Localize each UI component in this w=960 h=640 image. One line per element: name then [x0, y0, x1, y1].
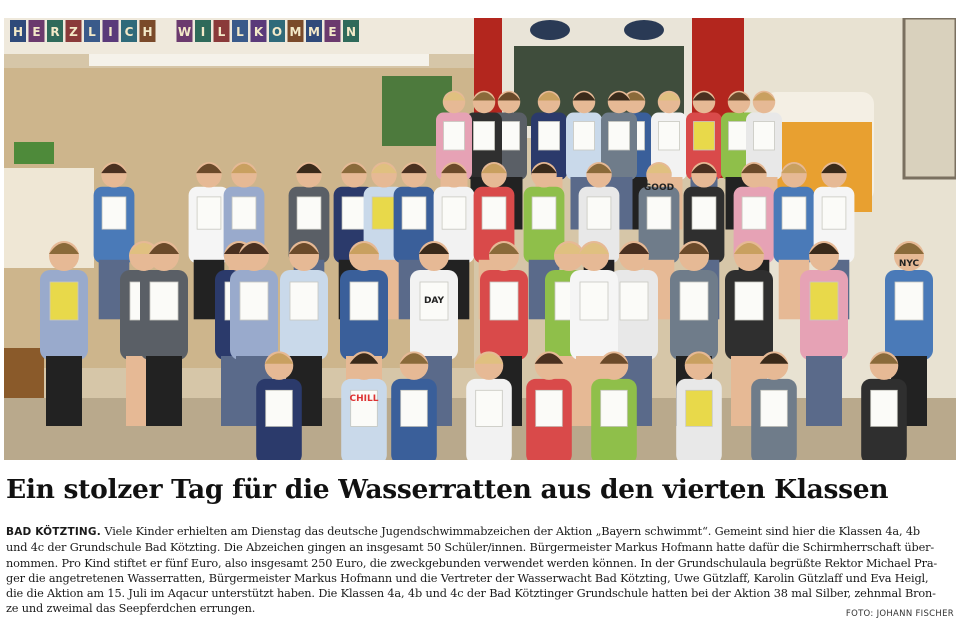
- body-line: die die Aktion am 15. Juli im Aqacur unterstützt haben. Die Klassen 4a, 4b und 4c der Bad Kötztinger Grundschule hatten bei der Aktion 38 mal Silber, zehnmal Bron-: [6, 587, 936, 601]
- certificate: [342, 197, 366, 229]
- certificate: [532, 197, 556, 229]
- certificate: [822, 197, 846, 229]
- certificate: [482, 197, 506, 229]
- body-line: ger die angetretenen Wasserratten, Bürgermeister Markus Hofmann und die Vertreter der Wasserwacht Bad Kötzting, Uwe Gützlaff, Karolin Gützlaff und Eva Heigl,: [6, 571, 929, 585]
- certificate: [444, 122, 465, 151]
- certificate: [659, 122, 680, 151]
- banner-letter: L: [236, 25, 244, 39]
- certificate: [601, 390, 628, 426]
- dateline: BAD KÖTZTING.: [6, 526, 101, 538]
- banner-letter: I: [200, 25, 206, 39]
- shirt-print-text: CHILL: [349, 394, 379, 404]
- banner-letter: R: [50, 25, 60, 39]
- body-line-text: Viele Kinder erhielten am Dienstag das deutsche Jugendschwimmabzeichen der Aktion „Bayern schwimmt“. Gemeint sind hier die Klassen 4a, 4b: [100, 525, 920, 538]
- certificate: [50, 282, 78, 320]
- banner-letter: N: [345, 25, 357, 39]
- window-frame: [904, 18, 956, 178]
- cloud-decor-1: [530, 20, 570, 40]
- certificate: [587, 197, 611, 229]
- body-line: nommen. Pro Kind stiftet er fünf Euro, also insgesamt 250 Euro, die zweckgebunden verwendet werden können. In der Grundschulaula begrüßte Rektor Michael Pra-: [6, 556, 938, 570]
- body-line: und 4c der Grundschule Bad Kötzting. Die Abzeichen gingen an insgesamt 50 Schüler/innen. Bürgermeister Markus Hofmann hatte dafür die Schirmherrschaft über-: [6, 541, 935, 555]
- banner-letter: I: [108, 25, 113, 39]
- certificate: [680, 282, 708, 320]
- certificate: [782, 197, 806, 229]
- certificate: [754, 122, 775, 151]
- certificate: [692, 197, 716, 229]
- certificate: [871, 390, 898, 426]
- certificate: [742, 197, 766, 229]
- certificate: [476, 390, 503, 426]
- certificate: [372, 197, 396, 229]
- certificate: [686, 390, 713, 426]
- butterfly-board: [4, 168, 94, 268]
- article-headline: Ein stolzer Tag für die Wasserratten aus den vierten Klassen: [6, 474, 889, 505]
- certificate: [810, 282, 838, 320]
- certificate: [240, 282, 268, 320]
- banner-letter: L: [88, 25, 96, 39]
- certificate: [232, 197, 256, 229]
- certificate: [895, 282, 923, 320]
- banner-letter: M: [289, 25, 302, 39]
- certificate: [620, 282, 648, 320]
- banner-letter: H: [12, 25, 24, 39]
- bench: [4, 348, 44, 398]
- certificate: [102, 197, 126, 229]
- certificate: [150, 282, 178, 320]
- body-line: ze und zweimal das Seepferdchen errungen.: [6, 602, 256, 616]
- article-body: [6, 524, 956, 617]
- shirt-print-text: DAY: [423, 296, 445, 306]
- certificate: [266, 390, 293, 426]
- shirt-print-text: GOOD: [643, 183, 675, 193]
- certificate: [290, 282, 318, 320]
- banner-letter: O: [271, 25, 283, 39]
- banner-letter: E: [32, 25, 41, 39]
- certificate: [401, 390, 428, 426]
- certificate: [647, 197, 671, 229]
- banner-letter: Z: [69, 25, 78, 39]
- certificate: [735, 282, 763, 320]
- body-line: [6, 524, 956, 540]
- cloud-decor-2: [624, 20, 664, 40]
- banner-tile: [158, 20, 174, 42]
- certificate: [609, 122, 630, 151]
- certificate: [474, 122, 495, 151]
- welcome-banner: [10, 20, 359, 42]
- light-fixture: [89, 54, 429, 66]
- photo-credit: FOTO: JOHANN FISCHER: [845, 609, 954, 619]
- certificate: [402, 197, 426, 229]
- certificate: [694, 122, 715, 151]
- certificate: [490, 282, 518, 320]
- banner-letter: H: [142, 25, 153, 39]
- certificate: [574, 122, 595, 151]
- banner-letter: M: [308, 25, 320, 39]
- certificate: [442, 197, 466, 229]
- banner-letter: E: [328, 25, 337, 39]
- banner-letter: L: [217, 25, 226, 39]
- certificate: [761, 390, 788, 426]
- certificate: [539, 122, 560, 151]
- group-photo: [4, 18, 956, 460]
- certificate: [297, 197, 321, 229]
- banner-letter: C: [124, 25, 134, 39]
- sign-green: [14, 142, 54, 164]
- certificate: [580, 282, 608, 320]
- banner-letter: W: [177, 25, 192, 39]
- shirt-print-text: NYC: [898, 259, 920, 269]
- certificate: [536, 390, 563, 426]
- certificate: [350, 282, 378, 320]
- certificate: [197, 197, 221, 229]
- banner-letter: K: [253, 25, 264, 39]
